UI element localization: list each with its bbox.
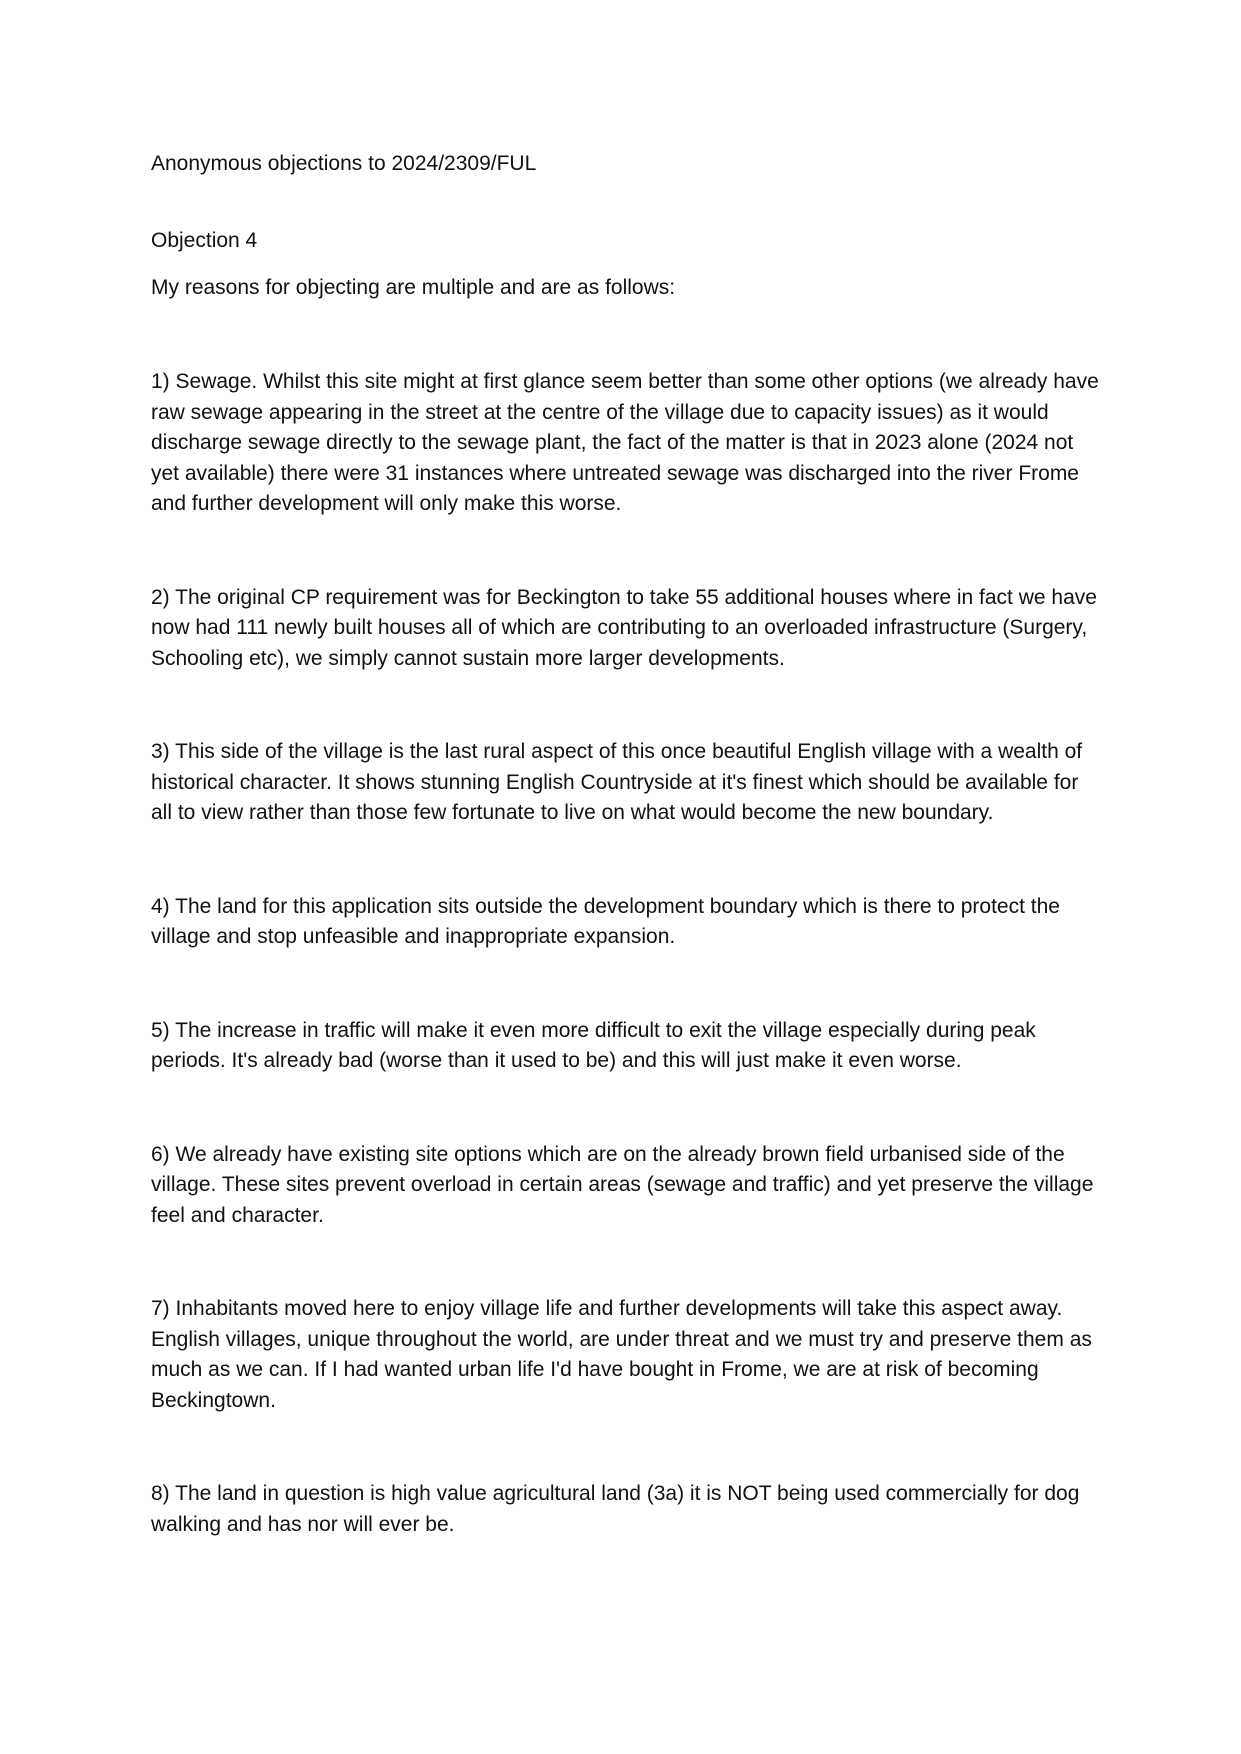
objection-point-6: 6) We already have existing site options which are on the already brown field urbanised side of the village. These sites prevent overload in certain areas (sewage and traffic) and yet preserve the village feel and character. <box>151 1142 1094 1227</box>
objection-point-2: 2) The original CP requirement was for Beckington to take 55 additional houses where in fact we have now had 111 newly built houses all of which are contributing to an overloaded infrastructure (Surgery, Schooling etc), we simply cannot sustain more larger developments. <box>151 585 1097 670</box>
objection-point-3: 3) This side of the village is the last rural aspect of this once beautiful English village with a wealth of historical character. It shows stunning English Countryside at it's finest which should be available for all to view rather than those few fortunate to live on what would become the new boundary. <box>151 740 1083 824</box>
intro-paragraph: My reasons for objecting are multiple and are as follows: <box>151 276 676 299</box>
objection-point-5: 5) The increase in traffic will make it even more difficult to exit the village especially during peak periods. It's already bad (worse than it used to be) and this will just make it even worse. <box>151 1018 1036 1072</box>
objection-point-1: 1) Sewage. Whilst this site might at first glance seem better than some other options (we already have raw sewage appearing in the street at the centre of the village due to capacity issues) as it would discharge sewage directly to the sewage plant, the fact of the matter is that in 2023 alone (2024 not yet available) there were 31 instances where untreated sewage was discharged into the river Frome and further development will only make this worse. <box>151 370 1099 515</box>
document-title: Anonymous objections to 2024/2309/FUL <box>151 152 537 175</box>
objection-point-4: 4) The land for this application sits outside the development boundary which is there to protect the village and stop unfeasible and inappropriate expansion. <box>151 894 1060 948</box>
objection-point-7: 7) Inhabitants moved here to enjoy village life and further developments will take this aspect away. English villages, unique throughout the world, are under threat and we must try and preserve them as much as we can. If I had wanted urban life I'd have bought in Frome, we are at risk of becoming Beckingtown. <box>151 1297 1092 1412</box>
document-page <box>151 0 1101 1754</box>
objection-point-8: 8) The land in question is high value agricultural land (3a) it is NOT being used commercially for dog walking and has nor will ever be. <box>151 1482 1080 1536</box>
objection-heading: Objection 4 <box>151 229 258 252</box>
objection-points-list <box>151 367 1101 1603</box>
